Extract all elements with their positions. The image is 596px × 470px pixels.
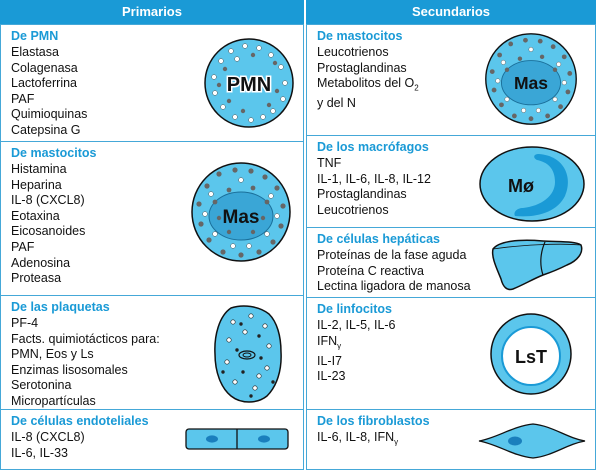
list-item: PAF bbox=[11, 239, 35, 254]
list-item: IL-6, IL-33 bbox=[11, 445, 68, 460]
list-item: Eotaxina bbox=[11, 208, 60, 223]
cell-mastocitos-secondary bbox=[306, 24, 596, 136]
cell-label: LsT bbox=[514, 347, 548, 367]
section-title: De células endoteliales bbox=[11, 414, 149, 428]
header-primary: Primarios bbox=[0, 0, 304, 24]
list-item: Lectina ligadora de manosa bbox=[317, 279, 471, 294]
cell-fibroblastos bbox=[306, 409, 596, 470]
item-list bbox=[317, 156, 431, 218]
item-list bbox=[317, 430, 398, 450]
section-title: De las plaquetas bbox=[11, 300, 110, 314]
endothelial-cells-icon bbox=[185, 427, 289, 451]
list-item: Eicosanoides bbox=[11, 224, 86, 239]
header-secondary: Secundarios bbox=[306, 0, 596, 24]
pmn-cell-icon bbox=[201, 35, 297, 131]
list-item: Proteínas de la fase aguda bbox=[317, 248, 467, 262]
list-item: Enzimas lisosomales bbox=[11, 362, 128, 377]
list-item: $IFN_\gamma$ bbox=[317, 333, 342, 351]
cell-label: PMN bbox=[226, 74, 272, 96]
list-item: PAF bbox=[11, 91, 35, 106]
item-list bbox=[11, 316, 160, 410]
cell-label: Mas bbox=[513, 73, 549, 94]
item-list bbox=[11, 45, 87, 139]
list-item: Proteasa bbox=[11, 271, 62, 286]
item-list bbox=[11, 162, 85, 287]
section-title: De los macrófagos bbox=[317, 140, 429, 154]
list-item: Histamina bbox=[11, 162, 67, 176]
list-item: PF-4 bbox=[11, 316, 39, 330]
list-item: IL-8 (CXCL8) bbox=[11, 430, 85, 444]
list-item: Serotonina bbox=[11, 378, 72, 393]
cell-linfocitos bbox=[306, 297, 596, 410]
mast-cell-icon bbox=[189, 160, 293, 264]
cell-endoteliales bbox=[0, 409, 304, 470]
list-item: IL-I7 bbox=[317, 353, 343, 368]
list-item: Prostaglandinas bbox=[317, 60, 407, 75]
list-item: Heparina bbox=[11, 177, 62, 192]
list-item: Proteína C reactiva bbox=[317, 263, 424, 278]
lymphocyte-icon bbox=[489, 312, 573, 396]
macrophage-icon bbox=[477, 144, 587, 224]
list-item: Lactoferrina bbox=[11, 76, 78, 91]
item-list bbox=[317, 248, 471, 295]
cell-label: Mas bbox=[222, 207, 260, 228]
liver-icon bbox=[489, 235, 585, 293]
cell-plaquetas bbox=[0, 295, 304, 410]
list-item: Catepsina G bbox=[11, 122, 81, 137]
list-item: TNF bbox=[317, 156, 342, 170]
list-item: Adenosina bbox=[11, 255, 71, 270]
cell-macrofagos bbox=[306, 135, 596, 228]
list-item: Elastasa bbox=[11, 45, 59, 59]
list-item: IL-23 bbox=[317, 369, 346, 384]
list-item: Facts. quimiotácticos para: bbox=[11, 331, 160, 346]
list-item: PMN, Eos y Ls bbox=[11, 347, 94, 362]
platelet-icon bbox=[211, 302, 285, 406]
list-item: IL-2, IL-5, IL-6 bbox=[317, 318, 396, 332]
section-title: De mastocitos bbox=[317, 29, 403, 43]
list-item: Leucotrienos bbox=[317, 45, 389, 59]
list-item: IL-1, IL-6, IL-8, IL-12 bbox=[317, 171, 431, 186]
cell-label: Mø bbox=[508, 176, 534, 196]
section-title: De los fibroblastos bbox=[317, 414, 430, 428]
list-item: Leucotrienos bbox=[317, 202, 389, 217]
item-list bbox=[317, 318, 396, 385]
list-item: Colagenasa bbox=[11, 60, 78, 75]
list-item: IL-6, IL-8, $IFN_\gamma$ bbox=[317, 430, 399, 447]
section-title: De mastocitos bbox=[11, 146, 97, 160]
list-item: Metabolitos del $O_2$ bbox=[317, 76, 419, 93]
section-title: De PMN bbox=[11, 29, 59, 43]
mast-cell-icon bbox=[483, 31, 579, 127]
section-title: De linfocitos bbox=[317, 302, 393, 316]
fibroblast-icon bbox=[477, 420, 587, 462]
list-item: Quimioquinas bbox=[11, 107, 88, 122]
cell-mastocitos-primary bbox=[0, 141, 304, 296]
list-item: IL-8 (CXCL8) bbox=[11, 193, 85, 208]
section-title: De células hepáticas bbox=[317, 232, 440, 246]
item-list bbox=[11, 430, 85, 461]
item-list bbox=[317, 45, 419, 112]
cell-hepaticas bbox=[306, 227, 596, 298]
list-item: y del N bbox=[317, 96, 356, 111]
cell-pmn bbox=[0, 24, 304, 142]
list-item: Prostaglandinas bbox=[317, 187, 407, 202]
list-item: Micropartículas bbox=[11, 393, 96, 408]
